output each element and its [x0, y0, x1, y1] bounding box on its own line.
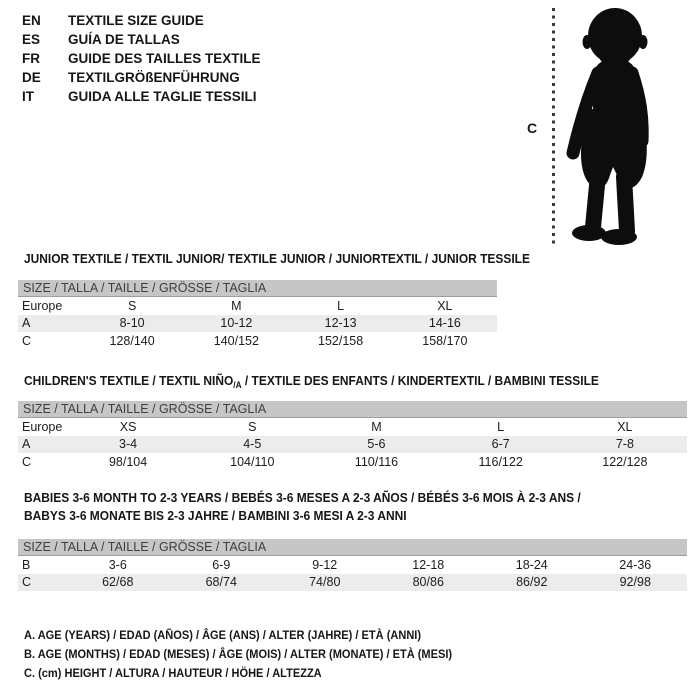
section-title-text: JUNIOR TEXTILE / TEXTIL JUNIOR/ TEXTILE JUNIOR / JUNIORTEXTIL / JUNIOR TESSILE	[24, 251, 530, 266]
age-cell: 5-6	[367, 437, 386, 452]
size-cell: S	[248, 419, 257, 434]
table-row-height	[18, 574, 687, 592]
table-row-age	[18, 436, 687, 454]
language-title: GUÍA DE TALLAS	[68, 32, 180, 47]
table-row-age	[18, 315, 497, 333]
language-title: GUIDA ALLE TAGLIE TESSILI	[68, 89, 257, 104]
language-code: IT	[22, 89, 34, 104]
table-row-months	[18, 556, 687, 574]
height-cell: 152/158	[318, 333, 364, 348]
size-cell: M	[231, 298, 242, 313]
section-title-junior	[24, 250, 574, 268]
footnote-c: C. (cm) HEIGHT / ALTURA / HAUTEUR / HÖHE / ALTEZZA	[24, 666, 322, 680]
age-cell: 3-4	[119, 437, 138, 452]
row-label: Europe	[22, 298, 63, 313]
height-cell: 128/140	[109, 333, 155, 348]
height-cell: 68/74	[205, 575, 237, 590]
list-item	[22, 87, 261, 106]
size-header-bar: SIZE / TALLA / TAILLE / GRÖSSE / TAGLIA	[18, 401, 687, 418]
list-item	[22, 49, 261, 68]
section-title-children	[24, 372, 649, 394]
height-cell: 86/92	[516, 575, 548, 590]
row-label: Europe	[22, 419, 63, 434]
language-title: GUIDE DES TAILLES TEXTILE	[68, 51, 261, 66]
height-cell: 110/116	[354, 454, 399, 469]
list-item	[22, 68, 261, 87]
language-code: EN	[22, 13, 41, 28]
list-item	[22, 30, 261, 49]
size-cell: XL	[617, 419, 633, 434]
section-title-babies	[24, 489, 629, 525]
age-cell: 7-8	[615, 437, 634, 452]
size-cell: M	[371, 419, 382, 434]
age-cell: 8-10	[119, 316, 145, 331]
months-cell: 12-18	[412, 557, 445, 572]
height-cell: 80/86	[412, 575, 444, 590]
months-cell: 9-12	[312, 557, 338, 572]
footnote-a: A. AGE (YEARS) / EDAD (AÑOS) / ÂGE (ANS) / ALTER (JAHRE) / ETÀ (ANNI)	[24, 628, 422, 642]
table-row-europe	[18, 418, 687, 436]
size-header-bar: SIZE / TALLA / TAILLE / GRÖSSE / TAGLIA	[18, 280, 497, 297]
measure-c-label: C	[527, 120, 538, 136]
language-code: ES	[22, 32, 41, 47]
months-cell: 6-9	[212, 557, 231, 572]
age-cell: 10-12	[220, 316, 253, 331]
legend-footnotes	[24, 626, 489, 683]
size-header-bar: SIZE / TALLA / TAILLE / GRÖSSE / TAGLIA	[18, 539, 687, 556]
months-cell: 24-36	[619, 557, 652, 572]
age-cell: 12-13	[324, 316, 357, 331]
row-label: B	[22, 557, 31, 572]
language-title-list	[22, 11, 261, 106]
section-title-text: BABIES 3-6 MONTH TO 2-3 YEARS / BEBÉS 3-6 MESES A 2-3 AÑOS / BÉBÉS 3-6 MOIS À 2-3 ANS /	[24, 490, 581, 505]
children-size-table	[18, 401, 687, 471]
row-label: C	[22, 454, 32, 469]
height-cell: 122/128	[602, 454, 648, 469]
junior-size-table	[18, 280, 497, 350]
table-row-europe	[18, 297, 497, 315]
size-cell: L	[337, 298, 345, 313]
language-title: TEXTILGRÖßENFÜHRUNG	[68, 70, 240, 85]
footnote-b: B. AGE (MONTHS) / EDAD (MESES) / ÂGE (MOIS) / ALTER (MONATE) / ETÀ (MESI)	[24, 647, 453, 661]
section-title-text-line2: BABYS 3-6 MONATE BIS 2-3 JAHRE / BAMBINI 3-6 MESI A 2-3 ANNI	[24, 508, 407, 523]
months-cell: 3-6	[108, 557, 127, 572]
babies-size-table	[18, 539, 687, 591]
height-measure-dotted-line	[552, 8, 555, 248]
age-cell: 14-16	[428, 316, 461, 331]
age-cell: 6-7	[491, 437, 510, 452]
table-row-height	[18, 453, 687, 471]
height-cell: 116/122	[478, 454, 523, 469]
table-row-height	[18, 332, 497, 350]
size-cell: L	[497, 419, 505, 434]
height-cell: 62/68	[102, 575, 134, 590]
list-item	[22, 11, 261, 30]
baby-silhouette-icon	[556, 5, 664, 247]
row-label: C	[22, 333, 32, 348]
section-title-text: / TEXTILE DES ENFANTS / KINDERTEXTIL / BAMBINI TESSILE	[241, 373, 599, 388]
size-cell: XS	[119, 419, 137, 434]
height-cell: 158/170	[422, 333, 468, 348]
height-cell: 92/98	[619, 575, 651, 590]
height-cell: 98/104	[108, 454, 148, 469]
section-title-text: CHILDREN'S TEXTILE / TEXTIL NIÑO	[24, 373, 234, 388]
months-cell: 18-24	[515, 557, 548, 572]
size-cell: S	[127, 298, 137, 313]
age-cell: 4-5	[243, 437, 262, 452]
language-code: DE	[22, 70, 41, 85]
height-cell: 140/152	[213, 333, 259, 348]
row-label: C	[22, 575, 32, 590]
row-label: A	[22, 437, 31, 452]
row-label: A	[22, 316, 31, 331]
size-cell: XL	[437, 298, 453, 313]
height-cell: 74/80	[309, 575, 341, 590]
section-title-subscript: /A	[233, 380, 242, 390]
language-title: TEXTILE SIZE GUIDE	[68, 13, 204, 28]
language-code: FR	[22, 51, 40, 66]
height-cell: 104/110	[230, 454, 275, 469]
